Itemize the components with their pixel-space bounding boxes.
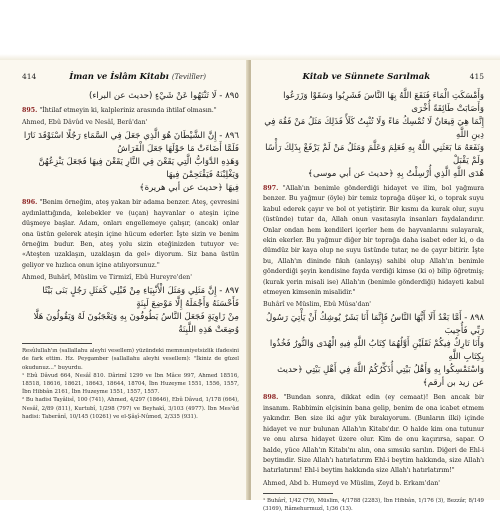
hadith-895-number: 895. (22, 107, 38, 114)
left-footnote-1: Resûlullah'ın (sallallahu aleyhi vesellem) yüzündeki memnuniyetsizlik ifadesini de fark ettim. Hz. Peygamber (sallallahu aleyhi vesellem): "İkiniz de güzel okudunuz..." buyurdu. (22, 348, 239, 371)
footnote-divider (22, 343, 92, 344)
hadith-896-arabic-line2: وَهَذِهِ الدَّوَابُّ الَّتِي يَقَعْنَ فِي النَّارِ يَقَعْنَ فِيهَا فَجَعَلَ يَنْزِعُهُنَّ وَيَغْلِبْنَهُ فَيَقْتَحِمْنَ فِيهَا (38, 157, 239, 181)
hadith-898-number: 898. (263, 394, 279, 402)
hadith-897b-arabic-line2: إِنَّمَا هِيَ قِيعَانٌ لَا تُمْسِكُ مَاءً وَلَا تُنْبِتُ كَلَأً فَذَلِكَ مَثَلُ مَنْ فَقُهَ فِي دِينِ اللَّهِ (264, 117, 484, 140)
left-footnote-3: ² Bu hadisi Tayâlisî, 100 (741), Ahmed, 4/297 (18646), Ebû Dâvud, 1/178 (664), Nesâî, 2/89 (811), Kurtubî, 1/298 (797) ve Beyhakî, 3/103 (4977). İbn Mes'ûd hadisi: Taberânî, 10/145 (10261) ve el-Şâşî-Nûmed, 2/335 (931). (22, 397, 239, 420)
hadith-897b-source: Buhârî ve Müslim, Ebû Mûsa'dan' (263, 301, 372, 309)
hadith-898-arabic-line2: وَأَنَا تَارِكٌ فِيكُمْ ثَقَلَيْنِ أَوَّلُهُمَا كِتَابُ اللَّهِ فِيهِ الْهُدَى وَالنُّورُ فَخُذُوا بِكِتَابِ اللَّهِ (269, 339, 484, 363)
hadith-898-source: Ahmed, Abd b. Humeyd ve Müslim, Zeyd b. Erkam'dan' (263, 479, 441, 487)
hadith-896-translation (22, 198, 239, 271)
left-page-title-text: İman ve İslâm Kitabı (69, 72, 169, 82)
hadith-897b-arabic-line4: هُدَى اللَّهِ الَّذِي أُرْسِلْتُ بِهِ ﴿حديث عن أبي موسى﴾ (307, 169, 484, 179)
hadith-896-arabic-line1: ٨٩٦ - إِنَّ الشَّيْطَانَ هُوَ الَّذِي جَعَلَ فِي السَّمَاءِ رَجُلًا اسْتَوْقَدَ نَارًا فَلَمَّا أَضَاءَتْ مَا حَوْلَهَا جَعَلَ الْفَرَاشُ (23, 131, 239, 155)
left-page-subtitle: (Tevilîler) (171, 73, 207, 81)
hadith-897-arabic-line2: مِنْ زَاوِيَةٍ فَجَعَلَ النَّاسُ يَطُوفُونَ بِهِ وَيَعْجَبُونَ لَهُ وَيَقُولُونَ هَلَّا وُضِعَتْ هَذِهِ اللَّبِنَةُ (33, 312, 239, 336)
hadith-895-translation (22, 106, 239, 116)
left-page-title (36, 72, 239, 82)
left-page-number: 414 (22, 72, 37, 81)
hadith-898-translation (263, 393, 484, 476)
left-page (0, 60, 249, 500)
hadith-895-arabic: ٨٩٥ - لَا تَنْتَهُوا عَنْ شَيْءٍ (حديث عن البراء) (89, 91, 239, 101)
hadith-897b-arabic-line3: وَنَفَعَهُ مَا بَعَثَنِي اللَّهُ بِهِ فَعَلِمَ وَعَلَّمَ وَمَثَلُ مَنْ لَمْ يَرْفَعْ بِذَلِكَ رَأْسًا وَلَمْ يَقْبَلْ (265, 143, 484, 166)
left-page-header (22, 72, 239, 82)
hadith-897b-number: 897. (263, 185, 279, 192)
hadith-898-arabic-line3: وَاسْتَمْسِكُوا بِهِ وَأَهْلُ بَيْتِي أُذَكِّرُكُمُ اللَّهَ فِي أَهْلِ بَيْتِي ﴿حديث عن زيد بن أرقم﴾ (277, 365, 484, 389)
hadith-898-arabic-line1: ٨٩٨ - أَمَّا بَعْدُ أَلَا أَيُّهَا النَّاسُ فَإِنَّمَا أَنَا بَشَرٌ يُوشِكُ أَنْ يَأْتِيَ رَسُولُ رَبِّي فَأُجِيبَ (266, 313, 484, 337)
right-page-title: Kitab ve Sünnete Sarılmak (302, 72, 431, 82)
hadith-897b-arabic-line1: وَأَمْسَكَتِ الْمَاءَ فَنَفَعَ اللَّهُ بِهَا النَّاسَ فَشَرِبُوا وَسَقَوْا وَزَرَعُوا وَأَصَابَتْ طَائِفَةً أُخْرَى (283, 91, 484, 114)
right-page-number: 415 (469, 72, 484, 81)
hadith-896-arabic-line3: فِيهَا ﴿حديث عن أبي هريرة﴾ (139, 183, 239, 194)
hadith-895-text: "İhtilaf etmeyin ki, kalpleriniz arasında ihtilaf olmasın." (39, 107, 217, 114)
right-page-header (263, 72, 484, 82)
hadith-897b-text: "Allah'ın benimle gönderdiği hidayet ve ilim, bol yağmura benzer. Bu yağmur (öyle) bir temiz toprağa düşer ki, o toprak suyu kabul ederek çayır ve bol ot yetiştirir. Bir kısmı da kurak olur, suyu (üstünde) tutar da, Allah onun vasıtasıyla insanları faydalandırır. Onlar ondan hem kendileri içerler hem de hayvanlarını sulayarak, ekin ekerler. Bu yağmur diğer bir toprağa daha isabet eder ki, o da dümdüz bir kaya olup ne suyu üstünde tutar, ne de çayır bitirir. İşte bu, Allah'ın dininde fıkıh (anlayış) sahibi olup Allah'ın benimle gönderdiği şeyin kendisine fayda verdiği kimse (ki o) bilip öğretmiş; (kurak yerin misali ise) Allah'ın (benimle gönderdiği) hidayeti kabul etmeyen kimsenin misalidir." (263, 185, 484, 297)
hadith-895-source: Ahmed, Ebû Dâvûd ve Nesâî, Berâ'dan' (22, 119, 148, 127)
right-footnote-divider (263, 493, 333, 494)
hadith-897-arabic-line1: ٨٩٧ - إِنَّ مَثَلِي وَمَثَلَ الْأَنْبِيَاءِ مِنْ قَبْلِي كَمَثَلِ رَجُلٍ بَنَى بَيْتًا فَأَحْسَنَهُ وَأَجْمَلَهُ إِلَّا مَوْضِعَ لَبِنَةٍ (42, 286, 239, 310)
hadith-896-source: Ahmed, Buhârî, Müslim ve Tirmizî, Ebû Hureyre'den' (22, 274, 192, 282)
left-footnote-2: ¹ Ebû Dâvud 664, Nesâî 810. Dârimî 1299 ve İbn Mâce 997, Ahmed 18516, 18518, 18616, 18621, 18643, 18644, 18704, İbn Huzeyme 1551, 1556, 1557, İbn Hibbân 2161, İbn Huzeyme 1551, 1557, 1557. (22, 372, 239, 396)
hadith-898-text: "Bundan sonra, dikkat edin (ey cemaat)! Ben ancak bir insanım. Rabbimin elçisinin bana gelip, benim de ona icabet etmem yakındır. Ben size iki ağır yük bırakıyorum. (Bunların ilki) içinde hidayet ve nur bulunan Allah'ın Kitabı'dır. O halde kim ona tutunur ve onu alırsa hidayet üzere olur. Kim de onu kaçırırsa, sapar. O halde, yüce Allah'ın Kitabı'nı alın, ona sımsıkı sarılın. Diğeri de Ehl-i beytimdir. Size Allah'ı hatırlatırım Ehl-i beytim hakkında, size Allah'ı hatırlatırım! Ehl-i beytim hakkında size Allah'ı hatırlatırım!" (263, 394, 484, 475)
hadith-897b-translation (263, 184, 484, 298)
hadith-896-text: "Benim örneğim, ateş yakan bir adama benzer. Ateş, çevresini aydınlattığında, kelebekler ve (uçan) hayvanlar o ateşin içine düşmeye başlar. Adam, onları engellemeye çalışır, (ancak) onlar ona üstün gelerek ateşin içine hücum ederler. İşte sizin ve benim örneğim budur. Ben, ateş yolu sizin eteğinizden tutuyor ve: «Ateşten uzaklaşın, uzaklaşın da gel» diyorum. Siz bana üstün geliyor ve hızlıca onun içine atılıyorsunuz." (22, 199, 239, 269)
right-footnote-1: ¹ Buhârî, 1/42 (79), Müslim, 4/1788 (2283), İbn Hibbân, 1/176 (3), Bezzâr, 8/149 (3169), Râmehurmuzî, 1/36 (13). (263, 497, 484, 512)
hadith-896-number: 896. (22, 199, 38, 207)
right-page (251, 60, 500, 512)
